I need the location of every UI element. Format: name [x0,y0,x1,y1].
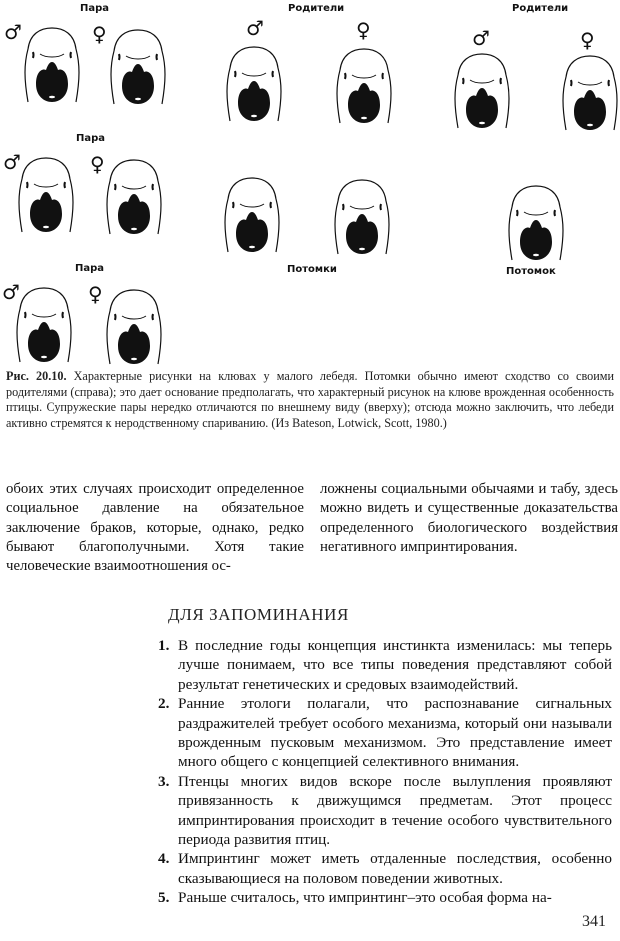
swan-head-drawing [222,174,282,254]
male-symbol-icon: ♂ [472,26,490,50]
page-number: 341 [582,913,606,930]
swan-head-drawing [104,156,164,236]
swan-head-drawing [506,182,566,262]
swan-head-drawing [16,154,76,234]
swan-head-drawing [14,284,74,364]
swan-head-drawing [452,50,512,130]
female-symbol-icon: ♀ [92,22,107,46]
section-title: ДЛЯ ЗАПОМИНАНИЯ [168,605,349,624]
list-item [160,888,612,907]
female-symbol-icon: ♀ [90,152,105,176]
male-symbol-icon: ♂ [3,150,21,174]
figure-caption [6,369,614,431]
figure-label-offspring-plural: Потомки [287,264,337,275]
swan-head-drawing [332,176,392,256]
list-item-number: 5. [158,889,170,907]
list-item-text: Импринтинг может иметь отдаленные последствия, особенно сказывающиеся на половом поведении животных. [178,850,612,887]
female-symbol-icon: ♀ [356,18,371,42]
figure-label-offspring-single: Потомок [506,266,556,277]
list-item-number: 4. [158,850,170,868]
figure-label-pair-2: Пара [76,133,106,144]
list-item-text: Птенцы многих видов вскоре после вылупления проявляют привязанность к движущимся предметам. Этот процесс импринтирования происходит в течение особого чувствительного периода развития птиц. [178,772,612,849]
swan-head-drawing [560,52,620,132]
swan-head-drawing [104,286,164,366]
list-item-text: В последние годы концепция инстинкта изменилась: мы теперь лучше понимаем, что все типы поведения представляют собой результат генетических и средовых взаимодействий. [178,637,612,693]
list-item [160,694,612,772]
body-column-right: ложнены социальными обычаями и табу, здесь можно видеть и существенные доказательства определенного биологического воздействия негативного импринтирования. [320,481,618,555]
male-symbol-icon: ♂ [246,16,264,40]
list-item [160,772,612,850]
male-symbol-icon: ♂ [2,280,20,304]
list-item [160,636,612,694]
swan-head-drawing [22,24,82,104]
swan-head-drawing [108,26,168,106]
list-item-text: Раньше считалось, что импринтинг–это особая форма на- [178,889,552,907]
swan-head-drawing [224,43,284,123]
figure-label-pair-1: Пара [80,3,110,14]
female-symbol-icon: ♀ [88,282,103,306]
list-item-number: 1. [158,637,170,654]
figure-label-pair-3: Пара [75,263,105,274]
list-item-text: Ранние этологи полагали, что распознавание сигнальных раздражителей требует особого механизма, который они называли врожденным пусковым механизмом. Это представление имеет много общего с концепцией селективного внимания. [178,695,612,771]
female-symbol-icon: ♀ [580,28,595,52]
figure-label-parents-1: Родители [288,3,345,14]
body-column-left: обоих этих случаях происходит определенное социальное давление на обязательное заключение браков, которые, однако, редко бывают благополучными. Хотя такие человеческие взаимоотношения ос- [6,481,304,575]
caption-text: Характерные рисунки на клювах у малого лебедя. Потомки обычно имеют сходство со своими родителями (справа); это дает основание предполагать, что характерный рисунок на клюве врожденная особенность птицы. Супружеские пары нередко отличаются по внешнему виду (вверху); отсюда можно заключить, что лебеди активно стремятся к неродственному спариванию. (Из Bateson, Lotwick, Scott, 1980.) [6,369,614,430]
list-item-number: 2. [158,695,170,713]
list-item-number: 3. [158,772,170,790]
swan-head-drawing [334,45,394,125]
caption-label: Рис. 20.10. [6,369,67,383]
list-item [160,849,612,888]
male-symbol-icon: ♂ [4,20,22,44]
figure-label-parents-2: Родители [512,3,569,14]
summary-list [160,636,612,908]
